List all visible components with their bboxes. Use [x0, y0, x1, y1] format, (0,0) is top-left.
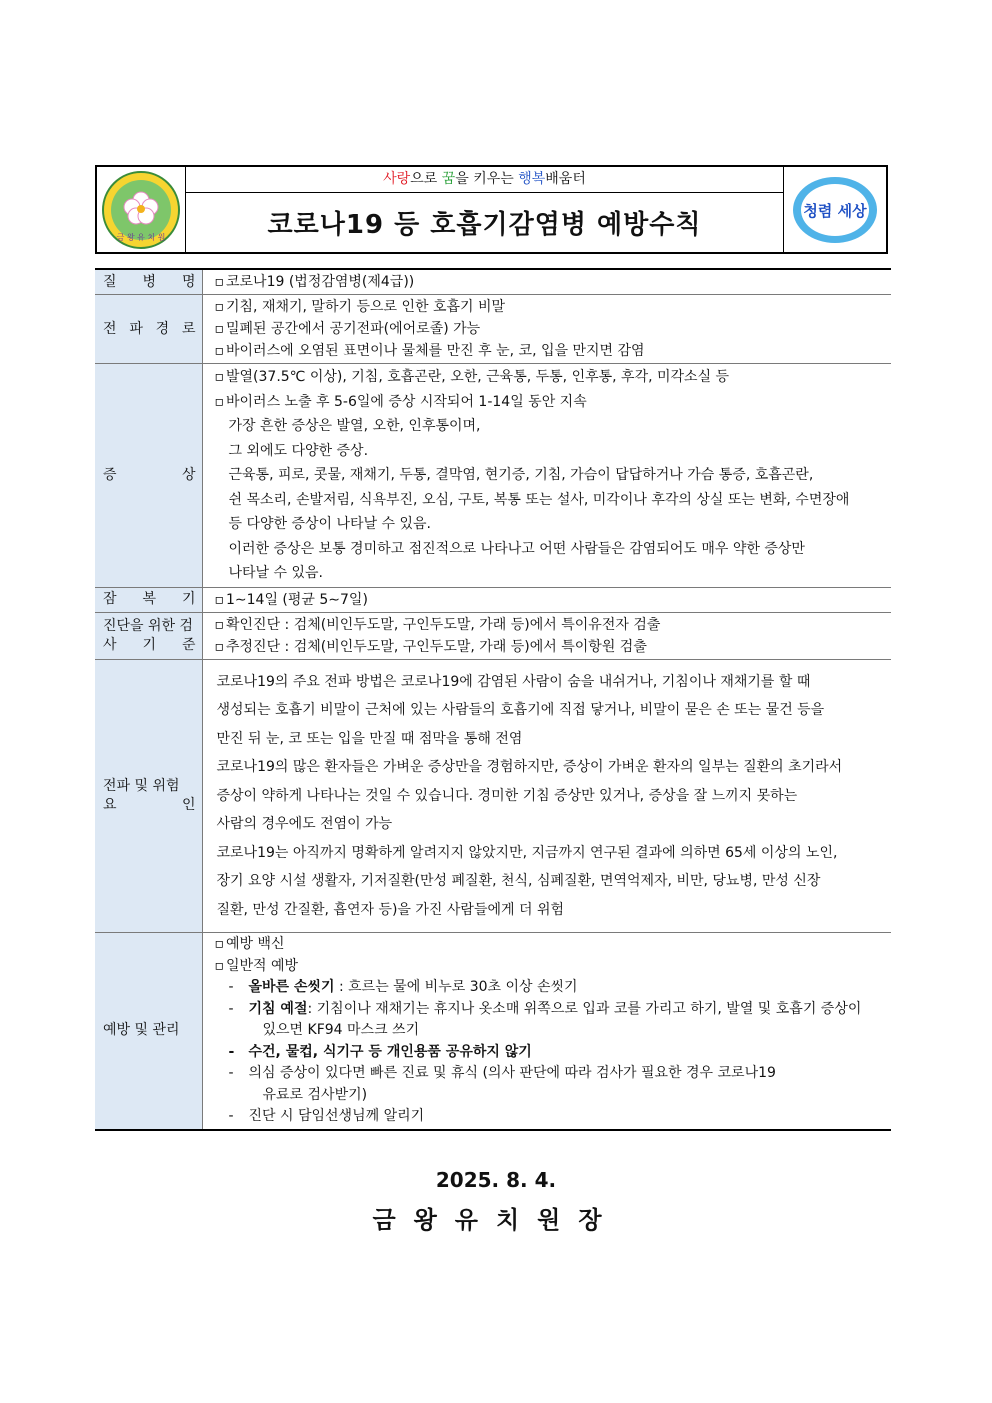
label-symptoms: 증 상	[95, 364, 202, 588]
value-risk	[202, 659, 891, 933]
document-date: 2025. 8. 4.	[435, 1168, 557, 1192]
text-line: 코로나19의 주요 전파 방법은 코로나19에 감염된 사람이 숨을 내쉬거나, 기침이나 재채기를 할 때	[216, 673, 811, 690]
list-item: - 올바른 손씻기 : 흐르는 물에 비누로 30초 이상 손씻기	[228, 979, 578, 995]
text-line: 그 외에도 다양한 증상.	[228, 442, 369, 459]
list-item: ▫ 일반적 예방	[215, 956, 886, 978]
value-diagnosis	[202, 612, 891, 659]
text-line: 질환, 만성 간질환, 흡연자 등)을 가진 사람들에게 더 위험	[216, 901, 564, 918]
list-item: ▫ 예방 백신	[215, 934, 886, 956]
value-incubation: ▫ 1∼14일 (평균 5∼7일)	[202, 587, 891, 612]
text-line: 가장 흔한 증상은 발열, 오한, 인후통이며,	[228, 418, 481, 434]
label-transmission: 전 파 경 로	[95, 295, 202, 364]
slogan: 사랑으로 꿈을 키우는 행복배움터	[186, 167, 783, 193]
row-disease	[95, 269, 891, 295]
value-disease: ▫ 코로나19 (법정감염병(제4급))	[202, 269, 891, 295]
value-symptoms	[202, 364, 891, 588]
text-line: 만진 뒤 눈, 코 또는 입을 만질 때 점막을 통해 전염	[216, 730, 523, 747]
text-line: 코로나19는 아직까지 명확하게 알려지지 않았지만, 지금까지 연구된 결과에 의하면 65세 이상의 노인,	[216, 844, 838, 861]
row-diagnosis	[95, 612, 891, 659]
svg-text:금 왕 유 치 원: 금 왕 유 치 원	[116, 232, 166, 242]
label-incubation: 잠 복 기	[95, 587, 202, 612]
label-prevention: 예방 및 관리	[95, 933, 202, 1130]
text-line: 코로나19의 많은 환자들은 가벼운 증상만을 경험하지만, 증상이 가벼운 환자의 일부는 질환의 초기라서	[216, 759, 843, 775]
text-line: 나타날 수 있음.	[228, 565, 323, 581]
row-prevention	[95, 933, 891, 1130]
info-table	[95, 268, 891, 1131]
integrity-logo	[783, 167, 886, 252]
list-item: ▫ 바이러스 노출 후 5-6일에 증상 시작되어 1-14일 동안 지속	[215, 390, 886, 415]
document-header	[95, 165, 888, 254]
row-symptoms	[95, 364, 891, 588]
label-disease: 질 병 명	[95, 269, 202, 295]
list-item: - 수건, 물컵, 식기구 등 개인용품 공유하지 않기	[228, 1043, 532, 1060]
kindergarten-logo	[97, 167, 186, 252]
signature-line: 금왕유치원장	[372, 1206, 620, 1234]
label-diagnosis: 진단을 위한 검 사 기 준	[95, 612, 202, 659]
list-item: ▫ 발열(37.5℃ 이상), 기침, 호흡곤란, 오한, 근육통, 두통, 인후통, 후각, 미각소실 등	[215, 365, 886, 390]
list-item: ▫ 확인진단 : 검체(비인두도말, 구인두도말, 가래 등)에서 특이유전자 검출	[215, 614, 886, 636]
text-line: 생성되는 호흡기 비말이 근처에 있는 사람들의 호흡기에 직접 닿거나, 비말이 묻은 손 또는 물건 등을	[216, 702, 825, 718]
kindergarten-emblem-icon	[101, 170, 181, 250]
text-line: 등 다양한 증상이 나타날 수 있음.	[228, 516, 432, 532]
integrity-emblem-icon	[789, 174, 881, 246]
row-transmission	[95, 295, 891, 364]
label-risk: 전파 및 위험 요 인	[95, 659, 202, 933]
page-title: 코로나19 등 호흡기감염병 예방수칙	[267, 210, 702, 240]
value-prevention	[202, 933, 891, 1130]
text-line: 이러한 증상은 보통 경미하고 점진적으로 나타나고 어떤 사람들은 감염되어도 매우 약한 증상만	[228, 540, 805, 557]
list-item: - 진단 시 담임선생님께 알리기	[228, 1108, 425, 1124]
svg-text:청렴 세상: 청렴 세상	[803, 201, 867, 220]
text-line: 사람의 경우에도 전염이 가능	[216, 816, 393, 832]
list-item: ▫ 추정진단 : 검체(비인두도말, 구인두도말, 가래 등)에서 특이항원 검출	[215, 636, 886, 658]
row-incubation	[95, 587, 891, 612]
list-item: ▫ 바이러스에 오염된 표면이나 물체를 만진 후 눈, 코, 입을 만지면 감염	[215, 340, 886, 362]
list-item: - 의심 증상이 있다면 빠른 진료 및 휴식 (의사 판단에 따라 검사가 필요한 경우 코로나19 유료로 검사받기)	[228, 1065, 776, 1103]
list-item: ▫ 밀폐된 공간에서 공기전파(에어로졸) 가능	[215, 318, 886, 340]
text-line: 장기 요양 시설 생활자, 기저질환(만성 폐질환, 천식, 심폐질환, 면역억제자, 비만, 당뇨병, 만성 신장	[216, 873, 821, 889]
list-item: ▫ 기침, 재채기, 말하기 등으로 인한 호흡기 비말	[215, 296, 886, 318]
list-item: - 기침 예절: 기침이나 재채기는 휴지나 옷소매 위쪽으로 입과 코를 가리고 하기, 발열 및 호흡기 증상이 있으면 KF94 마스크 쓰기	[228, 1000, 862, 1038]
row-risk	[95, 659, 891, 933]
text-line: 증상이 약하게 나타나는 것일 수 있습니다. 경미한 기침 증상만 있거나, 증상을 잘 느끼지 못하는	[216, 787, 798, 804]
text-line: 쉰 목소리, 손발저림, 식욕부진, 오심, 구토, 복통 또는 설사, 미각이나 후각의 상실 또는 변화, 수면장애	[228, 491, 850, 508]
text-line: 근육통, 피로, 콧물, 재채기, 두통, 결막염, 현기증, 기침, 가슴이 답답하거나 가슴 통증, 호흡곤란,	[228, 467, 814, 483]
value-transmission	[202, 295, 891, 364]
